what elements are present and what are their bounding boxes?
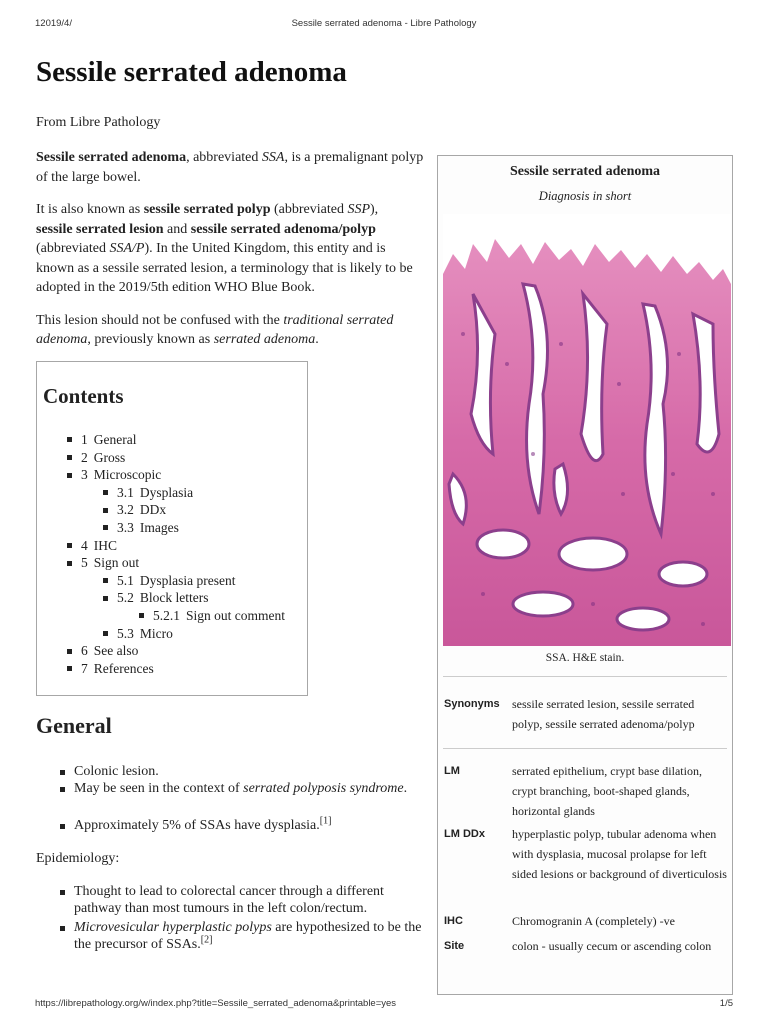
page-title: Sessile serrated adenoma: [36, 56, 347, 88]
toc-label: Dysplasia: [139, 484, 194, 500]
bullet-icon: [139, 613, 144, 618]
toc-number: 3.3: [117, 520, 134, 535]
term-bold: Sessile serrated adenoma: [36, 150, 187, 165]
text: , previously known as: [87, 332, 214, 347]
text: May be seen in the context of: [74, 781, 244, 796]
infobox-value: hyperplastic polyp, tubular adenoma when with dysplasia, mucosal prolapse for left sided lesions or background of diverticulosis: [512, 827, 727, 881]
toc-title: Contents: [43, 384, 124, 408]
bullet-icon: [103, 525, 108, 530]
abbrev: SSA/P: [109, 241, 145, 256]
toc-number: 6: [81, 643, 88, 659]
toc-number: 5.2: [117, 590, 134, 606]
bullet-icon: [67, 543, 72, 548]
histology-image-svg: [443, 214, 731, 646]
toc-label: Micro: [139, 625, 173, 641]
list-item-text: [74, 780, 424, 797]
infobox-title: Sessile serrated adenoma: [509, 164, 661, 179]
text: .: [315, 332, 319, 347]
print-title: Sessile serrated adenoma - Libre Pathology: [291, 18, 477, 29]
print-footer: [0, 992, 768, 1012]
text: ),: [370, 202, 379, 217]
infobox-value: Chromogranin A (completely) -ve: [512, 914, 675, 928]
table-of-contents: [36, 361, 308, 696]
toc-label: See also: [93, 643, 139, 659]
histology-image[interactable]: [443, 214, 731, 646]
bullet-icon: [103, 631, 108, 636]
toc-item[interactable]: [67, 450, 125, 466]
infobox-key: Site: [444, 940, 465, 952]
bullet-icon: [67, 666, 72, 671]
text: , abbreviated: [186, 150, 262, 165]
list-item-text: Thought to lead to colorectal cancer through a different pathway than most tumours in the left colon/rectum.: [74, 884, 384, 916]
toc-item[interactable]: [103, 485, 193, 501]
section-heading-general: General: [36, 713, 112, 738]
toc-label: Sign out comment: [186, 608, 285, 623]
divider: [443, 748, 727, 749]
page-number: 1/5: [719, 998, 733, 1009]
bullet-icon: [60, 824, 65, 829]
toc-number: 5.1: [117, 572, 134, 588]
text: .: [403, 781, 408, 796]
bullet-icon: [67, 561, 72, 566]
image-caption: SSA. H&E stain.: [545, 652, 625, 664]
abbrev: SSA: [261, 150, 285, 165]
infobox-key: IHC: [444, 915, 463, 927]
bullet-icon: [60, 890, 65, 895]
text: ). In the United Kingdom, this entity and is known as a sessile serrated lesion, a terminology that is likely to be adopted in the 2019/5th edition WHO Blue Book.: [36, 241, 413, 295]
intro-paragraph-2: [36, 200, 426, 298]
reference-link[interactable]: [2]: [200, 934, 213, 946]
toc-number: 1: [81, 432, 88, 447]
toc-number: 7: [81, 660, 88, 676]
epidemiology-label: Epidemiology:: [36, 851, 120, 866]
bullet-icon: [103, 578, 108, 583]
term-bold: sessile serrated lesion: [36, 221, 164, 237]
toc-item[interactable]: [139, 608, 285, 624]
toc-label: Dysplasia present: [139, 572, 236, 588]
text: are hypothesized to be the the precursor of SSAs.: [74, 920, 422, 952]
bullet-icon: [103, 596, 108, 601]
infobox-value: sessile serrated lesion, sessile serrated polyp, sessile serrated adenoma/polyp: [512, 697, 695, 731]
text: It is also known as: [36, 202, 144, 217]
toc-label: Sign out: [93, 555, 140, 571]
bullet-icon: [67, 437, 72, 442]
toc-item[interactable]: [67, 538, 117, 554]
toc-number: 4: [81, 537, 88, 553]
intro-paragraph-1: [36, 148, 426, 187]
bullet-icon: [67, 473, 72, 478]
abbrev: SSP: [347, 202, 371, 217]
infobox-key: LM DDx: [444, 828, 485, 840]
toc-label: IHC: [93, 537, 117, 553]
toc-number: 3.1: [117, 484, 134, 500]
toc-number: 3.2: [117, 502, 134, 518]
bullet-icon: [67, 455, 72, 460]
bullet-icon: [60, 926, 65, 931]
print-header: [0, 14, 768, 34]
intro-paragraph-3: [36, 311, 426, 350]
toc-label: References: [93, 660, 154, 676]
bullet-icon: [103, 490, 108, 495]
site-subtitle: From Libre Pathology: [36, 115, 161, 130]
toc-label: Microscopic: [93, 467, 162, 483]
toc-item[interactable]: [67, 467, 161, 483]
list-item-text: [74, 817, 424, 834]
list-item-text: [74, 919, 424, 953]
infobox-subtitle: Diagnosis in short: [538, 189, 632, 203]
divider: [443, 676, 727, 677]
link-serrated-polyposis-syndrome[interactable]: serrated polyposis syndrome: [243, 781, 404, 796]
text: Approximately 5% of SSAs have dysplasia.: [74, 818, 320, 833]
infobox-value: serrated epithelium, crypt base dilation, crypt branching, boot-shaped glands, horizontal glands: [512, 764, 702, 818]
text: and: [163, 221, 191, 237]
toc-item[interactable]: [103, 573, 235, 589]
text: (abbreviated: [36, 241, 110, 256]
toc-item[interactable]: [67, 661, 154, 677]
list-item-text: Colonic lesion.: [74, 764, 159, 779]
infobox: [437, 155, 733, 995]
print-url: https://librepathology.org/w/index.php?title=Sessile_serrated_adenoma&printable=yes: [35, 998, 397, 1009]
toc-item[interactable]: [103, 626, 173, 642]
toc-number: 3: [81, 467, 88, 483]
toc-label: General: [93, 432, 137, 447]
text: , is a premalignant polyp of the large bowel.: [36, 150, 424, 185]
toc-item[interactable]: [103, 502, 166, 518]
infobox-key: Synonyms: [444, 698, 500, 710]
toc-number: 5: [81, 555, 88, 571]
bullet-icon: [60, 770, 65, 775]
toc-item[interactable]: [103, 590, 208, 606]
toc-number: 5.2.1: [153, 608, 180, 623]
toc-label: Images: [139, 520, 179, 535]
toc-item[interactable]: [67, 432, 136, 448]
bullet-icon: [67, 649, 72, 654]
toc-number: 2: [81, 449, 88, 465]
text: (abbreviated: [270, 202, 348, 217]
bullet-icon: [60, 787, 65, 792]
term-italic: serrated adenoma: [213, 332, 316, 347]
bullet-icon: [103, 508, 108, 513]
toc-item[interactable]: [67, 555, 139, 571]
link-traditional-serrated-adenoma[interactable]: traditional serrated adenoma: [36, 312, 394, 347]
toc-label: Block letters: [139, 590, 209, 606]
infobox-value: colon - usually cecum or ascending colon: [512, 939, 712, 953]
link-microvesicular-hyperplastic-polyps[interactable]: Microvesicular hyperplastic polyps: [74, 920, 272, 935]
toc-item[interactable]: [67, 643, 138, 659]
toc-label: Gross: [93, 449, 126, 465]
print-date: 12019/4/: [35, 18, 72, 29]
toc-label: DDx: [139, 502, 167, 518]
term-bold: sessile serrated adenoma/polyp: [190, 221, 376, 237]
intro-content: [36, 148, 426, 360]
reference-link[interactable]: [1]: [319, 815, 332, 827]
toc-number: 5.3: [117, 625, 134, 641]
infobox-key: LM: [444, 765, 460, 777]
toc-item[interactable]: [103, 520, 179, 536]
text: This lesion should not be confused with the: [36, 312, 284, 328]
term-bold: sessile serrated polyp: [143, 202, 271, 217]
